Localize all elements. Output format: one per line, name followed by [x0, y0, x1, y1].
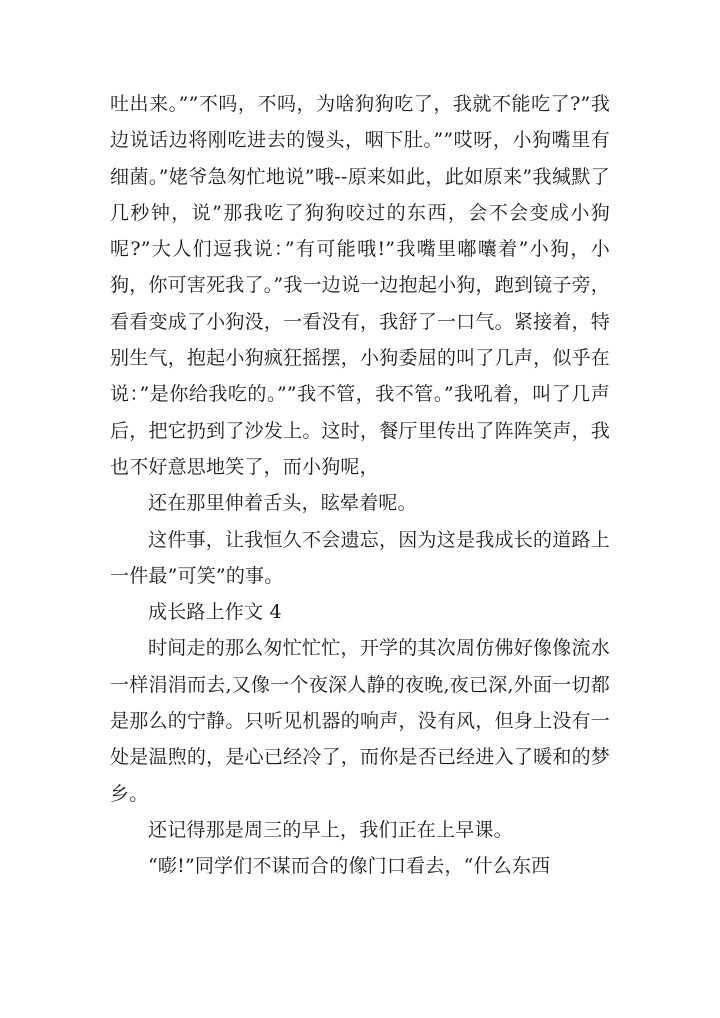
- document-page: [110, 86, 610, 885]
- essay-heading: 成长路上作文 4: [148, 601, 282, 624]
- paragraph-conclusion: 这件事，让我恒久不会遗忘，因为这是我成长的道路上一件最”可笑”的事。: [110, 528, 610, 587]
- paragraph-story-continuation: 吐出来。””不吗，不吗，为啥狗狗吃了，我就不能吃了?”我边说话边将刚吃进去的馒头，咽下肚。””哎呀，小狗嘴里有细菌。”姥爷急匆忙地说”哦--原来如此，此如原来”我缄默了几秒钟，说”那我吃了狗狗咬过的东西，会不会变成小狗呢?”大人们逗我说：”有可能哦!”我嘴里嘟囔着”小狗，小狗，你可害死我了。”我一边说一边抱起小狗，跑到镜子旁，看看变成了小狗没，一看没有，我舒了一口气。紧接着，特别生气，抱起小狗疯狂摇摆，小狗委屈的叫了几声，似乎在说：”是你给我吃的。””我不管，我不管。”我吼着，叫了几声后，把它扔到了沙发上。这时，餐厅里传出了阵阵笑声，我也不好意思地笑了，而小狗呢，: [110, 93, 610, 478]
- paragraph-dog-dizzy: 还在那里伸着舌头，眩晕着呢。: [148, 492, 417, 515]
- paragraph-wednesday-morning: 还记得那是周三的早上，我们正在上早课。: [148, 818, 513, 841]
- paragraph-bang: “嘭!”同学们不谋而合的像门口看去，“什么东西: [148, 855, 551, 878]
- paragraph-time-passing: 时间走的那么匆忙忙忙，开学的其次周仿佛好像像流水一样涓涓而去,又像一个夜深人静的夜晚,夜已深,外面一切都是那么的宁静。只听见机器的响声，没有风，但身上没有一处是温煦的，是心已经冷了，而你是否已经进入了暖和的梦乡。: [110, 637, 610, 805]
